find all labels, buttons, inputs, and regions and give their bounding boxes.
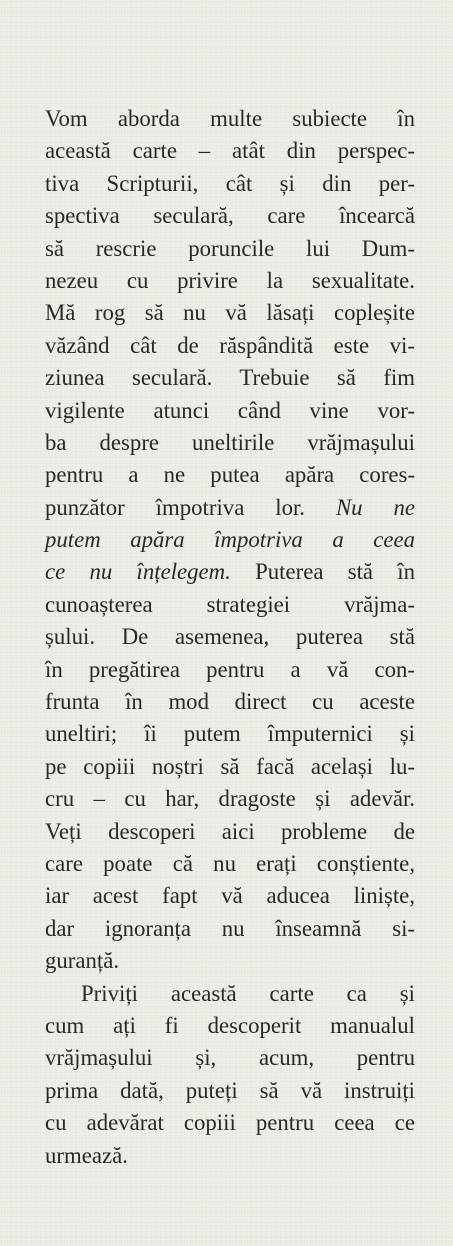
text-line: șului. De asemenea, puterea stă [45,624,415,650]
text-line: guranță. [45,948,120,974]
text-line: pentru a ne putea apăra cores- [45,462,415,488]
text-line: Vom aborda multe subiecte în [45,106,415,131]
text-line: spectiva seculară, care încearcă [45,203,415,229]
text-line: ziunea seculară. Trebuie să fim [45,365,415,391]
text-line [45,556,415,588]
italic-emphasis: putem apăra împotriva a ceea [45,527,415,553]
italic-emphasis: ce nu înțelegem. [45,559,231,585]
text-line: dar ignoranța nu înseamnă si- [45,915,415,941]
text-line: vrăjmașului și, acum, pentru [45,1045,415,1071]
text-line: tiva Scripturii, cât și din per- [45,170,415,196]
text-line: iar acest fapt vă aducea liniște, [45,883,415,909]
text-line: cum ați fi descoperit manualul [45,1012,415,1038]
paragraph-1 [45,103,415,978]
text-line: Priviți această carte ca și [81,980,415,1006]
text-run: Puterea stă în [230,559,415,585]
text-line: vigilente atunci când vine vor- [45,397,415,423]
text-line: ba despre uneltirile vrăjmașului [45,429,415,455]
text-line: care poate că nu erați conștiente, [45,850,415,876]
text-line: cu adevărat copiii pentru ceea ce [45,1110,415,1136]
text-run: punzător împotriva lor. [45,494,336,520]
text-line: uneltiri; îi putem împuternici și [45,721,415,747]
text-line: cru – cu har, dragoste și adevăr. [45,786,415,812]
paragraph-2 [45,978,415,1172]
text-line: Mă rog să nu vă lăsați copleșite [45,300,415,326]
italic-emphasis: Nu ne [335,494,415,520]
text-line: Veți descoperi aici probleme de [45,818,415,844]
text-line: nezeu cu privire la sexualitate. [45,267,415,293]
text-line: cunoașterea strategiei vrăjma- [45,591,415,617]
text-line [45,524,415,556]
text-line: frunta în mod direct cu aceste [45,689,415,715]
text-line: pe copiii noștri să facă același lu- [45,753,415,779]
text-line: să rescrie poruncile lui Dum- [45,235,415,261]
text-line: prima dată, puteți să vă instruiți [45,1077,415,1103]
body-text [45,103,415,1172]
text-line: această carte – atât din perspec- [45,138,415,164]
text-line: văzând cât de răspândită este vi- [45,332,415,358]
text-line [45,492,415,524]
text-line: urmează. [45,1142,128,1168]
text-line: în pregătirea pentru a vă con- [45,656,415,682]
